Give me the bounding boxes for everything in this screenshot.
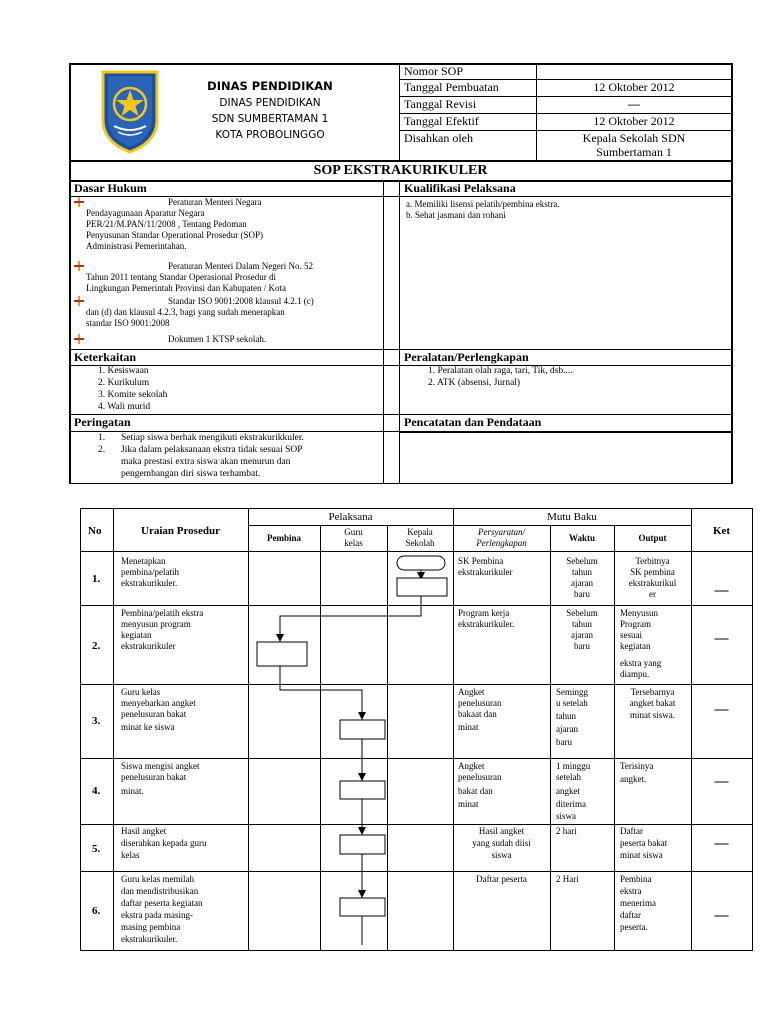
city-name: KOTA PROBOLINGGO [215, 129, 325, 141]
ket-value: — [714, 774, 729, 789]
school-name: SDN SUMBERTAMAN 1 [211, 113, 329, 125]
peralatan-title: Peralatan/Perlengkapan [404, 350, 529, 364]
info-label-revisi: Tanggal Revisi [404, 97, 477, 111]
keterkaitan-item: 3. Komite sekolah [98, 390, 168, 400]
info-value-efektif: 12 Oktober 2012 [593, 114, 675, 128]
flow-process-box [257, 642, 307, 666]
keterkaitan-item: 2. Kurikulum [98, 378, 150, 388]
pencatatan-title: Pencatatan dan Pendataan [404, 415, 542, 429]
flow-process-box [340, 898, 385, 916]
flow-process-box [340, 835, 385, 854]
peringatan-item: Jika dalam pelaksanaan ekstra tidak sesuai SOP [121, 445, 303, 455]
org-name-main: DINAS PENDIDIKAN [207, 79, 333, 93]
col-header-ket: Ket [712, 525, 731, 537]
info-label-nomor: Nomor SOP [404, 64, 464, 78]
peralatan-item: 1. Peralatan olah raga, tari, Tik, dsb.... [428, 366, 573, 376]
info-value-disahkan-1: Kepala Sekolah SDN [582, 131, 686, 145]
row-number: 4. [92, 785, 101, 797]
info-label-efektif: Tanggal Efektif [404, 114, 479, 128]
col-header-persyaratan: Persyaratan/ [478, 527, 525, 537]
row-number: 2. [92, 640, 101, 652]
col-header-no: No [88, 525, 102, 537]
kualifikasi-title: Kualifikasi Pelaksana [404, 181, 516, 195]
col-header-pelaksana: Pelaksana [328, 511, 373, 523]
info-label-pembuatan: Tanggal Pembuatan [404, 80, 499, 94]
flow-process-box [397, 578, 447, 596]
sop-title: SOP EKSTRAKURIKULER [313, 163, 488, 178]
col-header-uraian: Uraian Prosedur [141, 525, 220, 537]
col-header-kepala-sekolah: Kepala [407, 527, 433, 537]
col-header-output: Output [638, 533, 667, 543]
kualifikasi-item: b. Sehat jasmani dan rohani [406, 210, 506, 220]
row-number: 6. [92, 905, 101, 917]
col-header-pembina: Pembina [266, 533, 301, 543]
dasar-hukum-list: Peraturan Menteri Negara Pendayagunaan Aparatur Negara PER/21/M.PAN/11/2008 , Tentang Pedoman Penyusunan Standar Operational Prosedur (SOP) Administrasi Pemerintahan. Peraturan Menteri Dalam Negeri No. 52 Tahun 2011 tentang Standar Operasional Prosedur di Lingkungan Pemerintah Provinsi dan Kabupaten / Kota Standar ISO 9001:2008 klausul 4.2.1 (c) dan (d) dan klausul 4.2.3, bagi yang sudah menerapkan standar ISO 9001:2008 Dokumen 1 KTSP sekolah. [70, 197, 382, 348]
info-value-disahkan-2: Sumbertaman 1 [596, 145, 672, 159]
dasar-hukum-title: Dasar Hukum [74, 181, 147, 195]
peringatan-item: Setiap siswa berhak mengikuti ekstrakurikkuler. [121, 433, 304, 443]
keterkaitan-title: Keterkaitan [74, 350, 136, 364]
col-header-guru-kelas: Guru [344, 527, 363, 537]
col-header-mutu-baku: Mutu Baku [547, 511, 597, 523]
row-number: 1. [92, 573, 101, 585]
info-value-pembuatan: 12 Oktober 2012 [593, 80, 675, 94]
flow-process-box [340, 720, 385, 739]
org-name-sub: DINAS PENDIDIKAN [219, 97, 321, 109]
col-header-waktu: Waktu [568, 533, 595, 543]
ket-value: — [714, 583, 729, 598]
flow-start-terminator [397, 556, 445, 570]
peringatan-title: Peringatan [74, 415, 131, 429]
ket-value: — [714, 631, 729, 646]
kualifikasi-item: a. Memiliki lisensi pelatih/pembina ekstra. [406, 199, 560, 209]
ket-value: — [714, 836, 729, 851]
ket-value: — [714, 702, 729, 717]
ket-value: — [714, 908, 729, 923]
info-label-disahkan: Disahkan oleh [404, 131, 473, 145]
row-number: 3. [92, 715, 101, 727]
keterkaitan-item: 4. Wali murid [98, 402, 151, 412]
info-value-revisi: — [628, 97, 640, 111]
keterkaitan-item: 1. Kesiswaan [98, 366, 149, 376]
flow-process-box [340, 781, 385, 799]
row-number: 5. [92, 843, 101, 855]
peralatan-item: 2. ATK (absensi, Jurnal) [428, 378, 521, 388]
